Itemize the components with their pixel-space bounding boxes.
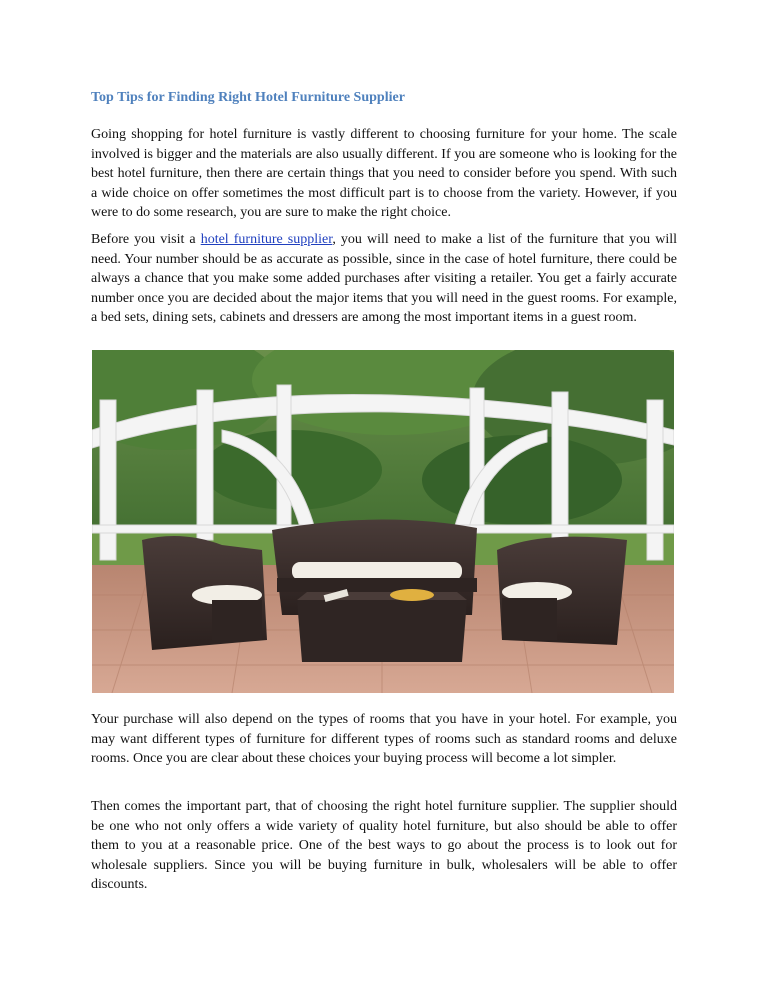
document-title: Top Tips for Finding Right Hotel Furniture Supplier — [91, 90, 405, 105]
left-wicker-armchair — [142, 536, 267, 650]
paragraph-planning — [91, 230, 677, 328]
wicker-coffee-table — [297, 589, 467, 662]
patio-furniture-photo — [92, 350, 674, 693]
paragraph-supplier: Then comes the important part, that of choosing the right hotel furniture supplier. The supplier should be one who not only offers a wide variety of quality hotel furniture, but also should be able to offer them to you at a reasonable price. One of the best ways to go about the process is to look out for wholesale suppliers. Since you will be buying furniture in bulk, wholesalers will be able to offer discounts. — [91, 799, 677, 892]
right-wicker-armchair — [497, 537, 627, 645]
paragraph-planning-rest: , you will need to make a list of the furniture that you will need. Your number should be as accurate as possible, since in the case of hotel furniture, there could be always a chance that you make some added purchases after visiting a retailer. You get a fairly accurate number once you are decided about the major items that you will need in the guest rooms. For example, a bed sets, dining sets, cabinets and dressers are among the most important items in a guest room. — [91, 232, 678, 325]
hotel-furniture-supplier-link[interactable]: hotel furniture supplier — [200, 232, 333, 247]
paragraph-intro: Going shopping for hotel furniture is vastly different to choosing furniture for your home. The scale involved is bigger and the materials are also usually different. If you are someone who is looking for the best hotel furniture, then there are certain things that you need to consider before you spend. With such a wide choice on offer sometimes the most difficult part is to choose from the variety. However, if you were to do some research, you are sure to make the right choice. — [91, 127, 677, 220]
paragraph-planning-lead: Before you visit a — [91, 232, 201, 247]
paragraph-room-types: Your purchase will also depend on the types of rooms that you have in your hotel. For example, you may want different types of furniture for different types of rooms such as standard rooms and deluxe rooms. Once you are clear about these choices your buying process will become a lot simpler. — [91, 712, 677, 766]
